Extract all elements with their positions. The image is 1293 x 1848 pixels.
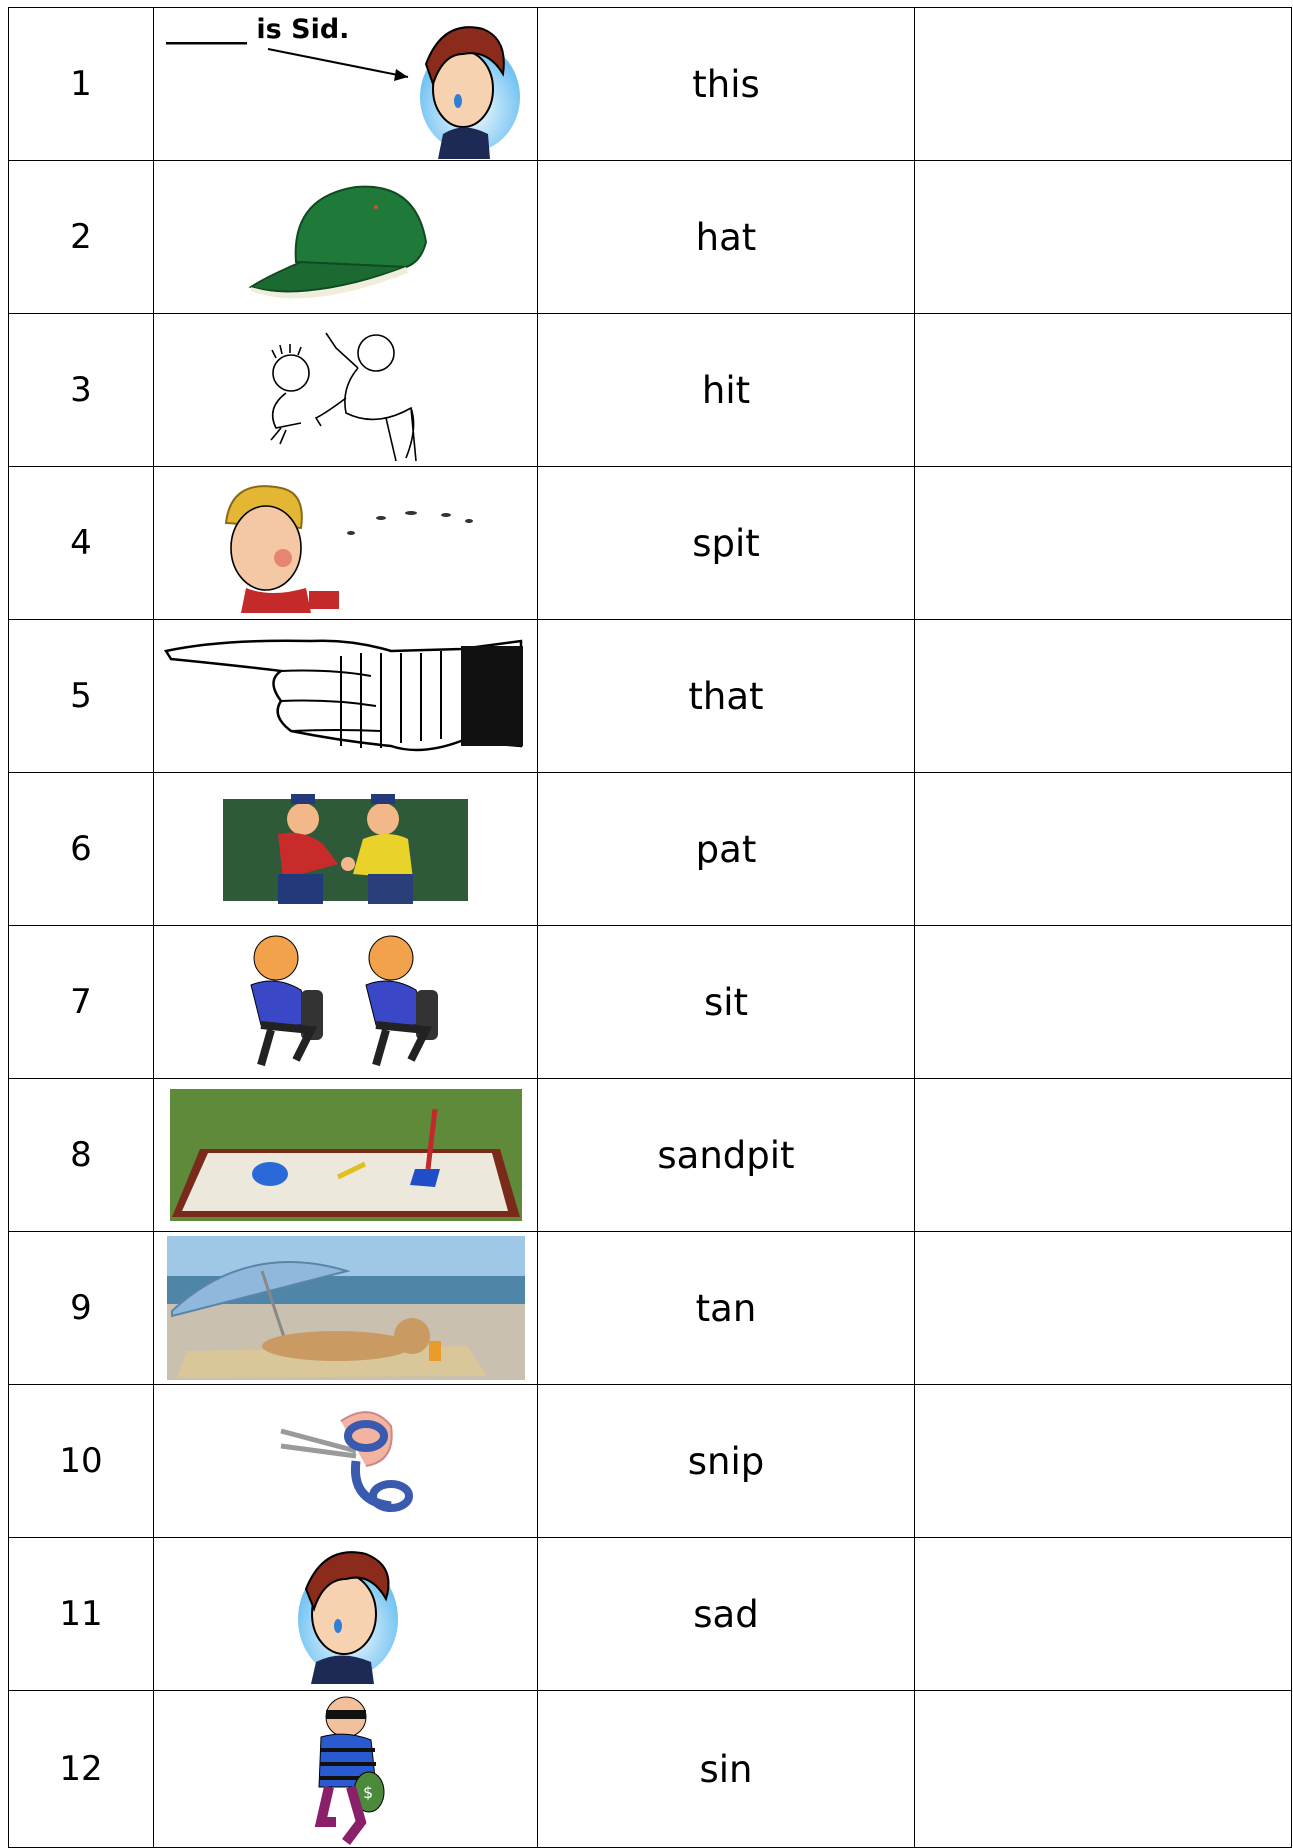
boys-fighting-icon	[246, 318, 446, 463]
picture-cell	[154, 1079, 538, 1232]
worksheet-table	[8, 7, 1292, 1848]
pointing-hand-icon	[161, 631, 531, 761]
picture-cell	[154, 161, 538, 314]
sentence-caption: ______ is Sid.	[166, 14, 350, 45]
row-number: 6	[9, 773, 154, 926]
picture-cell	[154, 1232, 538, 1385]
answer-cell[interactable]	[915, 314, 1292, 467]
picture-cell	[154, 1538, 538, 1691]
answer-cell[interactable]	[915, 1385, 1292, 1538]
green-cap-icon	[246, 167, 446, 307]
row-number: 11	[9, 1538, 154, 1691]
answer-cell[interactable]	[915, 1691, 1292, 1848]
row-number: 12	[9, 1691, 154, 1848]
picture-cell	[154, 773, 538, 926]
table-row	[9, 467, 1292, 620]
boy-spitting-icon	[211, 473, 481, 613]
table-row	[9, 1538, 1292, 1691]
word-cell: hit	[538, 314, 915, 467]
row-number: 5	[9, 620, 154, 773]
row-number: 8	[9, 1079, 154, 1232]
picture-cell	[154, 1691, 538, 1848]
row-number: 10	[9, 1385, 154, 1538]
answer-cell[interactable]	[915, 926, 1292, 1079]
picture-cell	[154, 1385, 538, 1538]
two-men-shaking-hands-icon	[223, 784, 468, 914]
word-cell: sin	[538, 1691, 915, 1848]
word-cell: tan	[538, 1232, 915, 1385]
word-cell: snip	[538, 1385, 915, 1538]
table-row	[9, 1385, 1292, 1538]
row-number: 1	[9, 8, 154, 161]
word-cell: sandpit	[538, 1079, 915, 1232]
picture-cell	[154, 926, 538, 1079]
word-cell: sad	[538, 1538, 915, 1691]
word-cell: sit	[538, 926, 915, 1079]
robber-icon	[291, 1692, 401, 1847]
table-row	[9, 314, 1292, 467]
answer-cell[interactable]	[915, 1232, 1292, 1385]
row-number: 4	[9, 467, 154, 620]
answer-cell[interactable]	[915, 1079, 1292, 1232]
row-number: 7	[9, 926, 154, 1079]
answer-cell[interactable]	[915, 467, 1292, 620]
answer-cell[interactable]	[915, 1538, 1292, 1691]
two-men-sitting-icon	[231, 930, 461, 1075]
sad-boy-icon	[286, 1544, 406, 1684]
word-cell: that	[538, 620, 915, 773]
table-row	[9, 773, 1292, 926]
table-row	[9, 926, 1292, 1079]
answer-cell[interactable]	[915, 773, 1292, 926]
answer-cell[interactable]	[915, 620, 1292, 773]
table-row	[9, 1691, 1292, 1848]
picture-cell	[154, 620, 538, 773]
word-cell: this	[538, 8, 915, 161]
word-cell: pat	[538, 773, 915, 926]
picture-cell	[154, 8, 538, 161]
table-row	[9, 1079, 1292, 1232]
table-row	[9, 1232, 1292, 1385]
row-number: 3	[9, 314, 154, 467]
svg-text:$: $	[362, 1782, 373, 1802]
answer-cell[interactable]	[915, 161, 1292, 314]
row-number: 9	[9, 1232, 154, 1385]
table-row	[9, 161, 1292, 314]
table-row	[9, 620, 1292, 773]
picture-cell	[154, 467, 538, 620]
word-cell: hat	[538, 161, 915, 314]
dog-sunbathing-icon	[167, 1236, 525, 1380]
sandpit-icon	[170, 1089, 522, 1221]
scissors-icon	[271, 1401, 421, 1521]
picture-cell	[154, 314, 538, 467]
word-cell: spit	[538, 467, 915, 620]
answer-cell[interactable]	[915, 8, 1292, 161]
row-number: 2	[9, 161, 154, 314]
table-row	[9, 8, 1292, 161]
